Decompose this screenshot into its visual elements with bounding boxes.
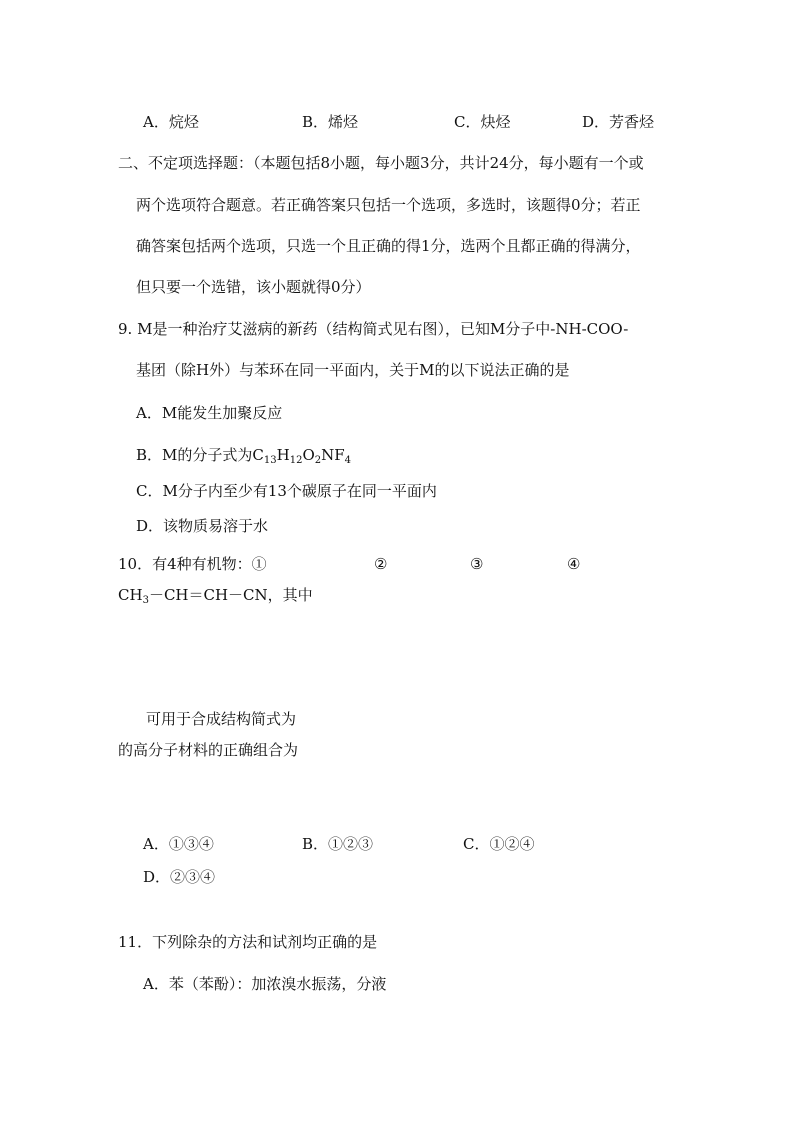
q9-option-b-c-count: 13 — [263, 455, 277, 466]
q10-option-a: A．①③④ — [143, 835, 214, 853]
q9-stem-line-1: 9. M是一种治疗艾滋病的新药（结构简式见右图），已知M分子中-NH-COO- — [118, 320, 629, 338]
q10-line-2 — [118, 585, 313, 605]
q11-option-a: A．苯（苯酚）：加浓溴水振荡，分液 — [143, 975, 387, 993]
q10-line-2-subscript: 3 — [142, 595, 149, 606]
q8-option-d: D．芳香烃 — [582, 113, 655, 131]
q10-line-4: 的高分子材料的正确组合为 — [118, 741, 299, 759]
q8-option-b: B．烯烃 — [302, 113, 359, 131]
q10-line-2-rest: －CH＝CH－CN，其中 — [148, 586, 313, 604]
q9-option-b-f-count: 4 — [344, 455, 352, 466]
q10-mark-4: ④ — [567, 555, 581, 573]
q10-mark-2: ② — [374, 555, 388, 573]
q10-option-b: B．①②③ — [302, 835, 374, 853]
q10-option-d: D．②③④ — [143, 868, 216, 886]
q8-option-c: C．炔烃 — [454, 113, 511, 131]
q9-option-b-h-count: 12 — [289, 455, 303, 466]
q8-option-a: A．烷烃 — [143, 113, 199, 131]
q9-option-b-o: O — [302, 446, 315, 464]
q9-option-b — [136, 445, 351, 465]
q9-option-a: A．M能发生加聚反应 — [136, 404, 283, 422]
section2-line-1: 二、不定项选择题：（本题包括8小题，每小题3分，共计24分，每小题有一个或 — [118, 154, 644, 172]
q10-option-c: C．①②④ — [463, 835, 535, 853]
q11-stem: 11．下列除杂的方法和试剂均正确的是 — [118, 933, 378, 951]
q10-line-2-ch: CH — [118, 586, 143, 604]
section2-line-3: 确答案包括两个选项，只选一个且正确的得1分，选两个且都正确的得满分， — [136, 237, 641, 255]
q10-stem: 10．有4种有机物：① — [118, 555, 267, 573]
section2-line-4: 但只要一个选错，该小题就得0分） — [136, 278, 371, 296]
q9-option-b-o-count: 2 — [314, 455, 322, 466]
q9-option-d: D．该物质易溶于水 — [136, 517, 269, 535]
q9-option-b-nf: NF — [321, 446, 345, 464]
q9-stem-line-2: 基团（除H外）与苯环在同一平面内，关于M的以下说法正确的是 — [136, 361, 570, 379]
q9-option-b-h: H — [276, 446, 290, 464]
q10-line-3: 可用于合成结构简式为 — [146, 710, 297, 728]
q10-mark-3: ③ — [470, 555, 484, 573]
q9-option-b-prefix: B．M的分子式为C — [136, 446, 264, 464]
q9-option-c: C．M分子内至少有13个碳原子在同一平面内 — [136, 482, 437, 500]
section2-line-2: 两个选项符合题意。若正确答案只包括一个选项，多选时，该题得0分；若正 — [136, 196, 641, 214]
